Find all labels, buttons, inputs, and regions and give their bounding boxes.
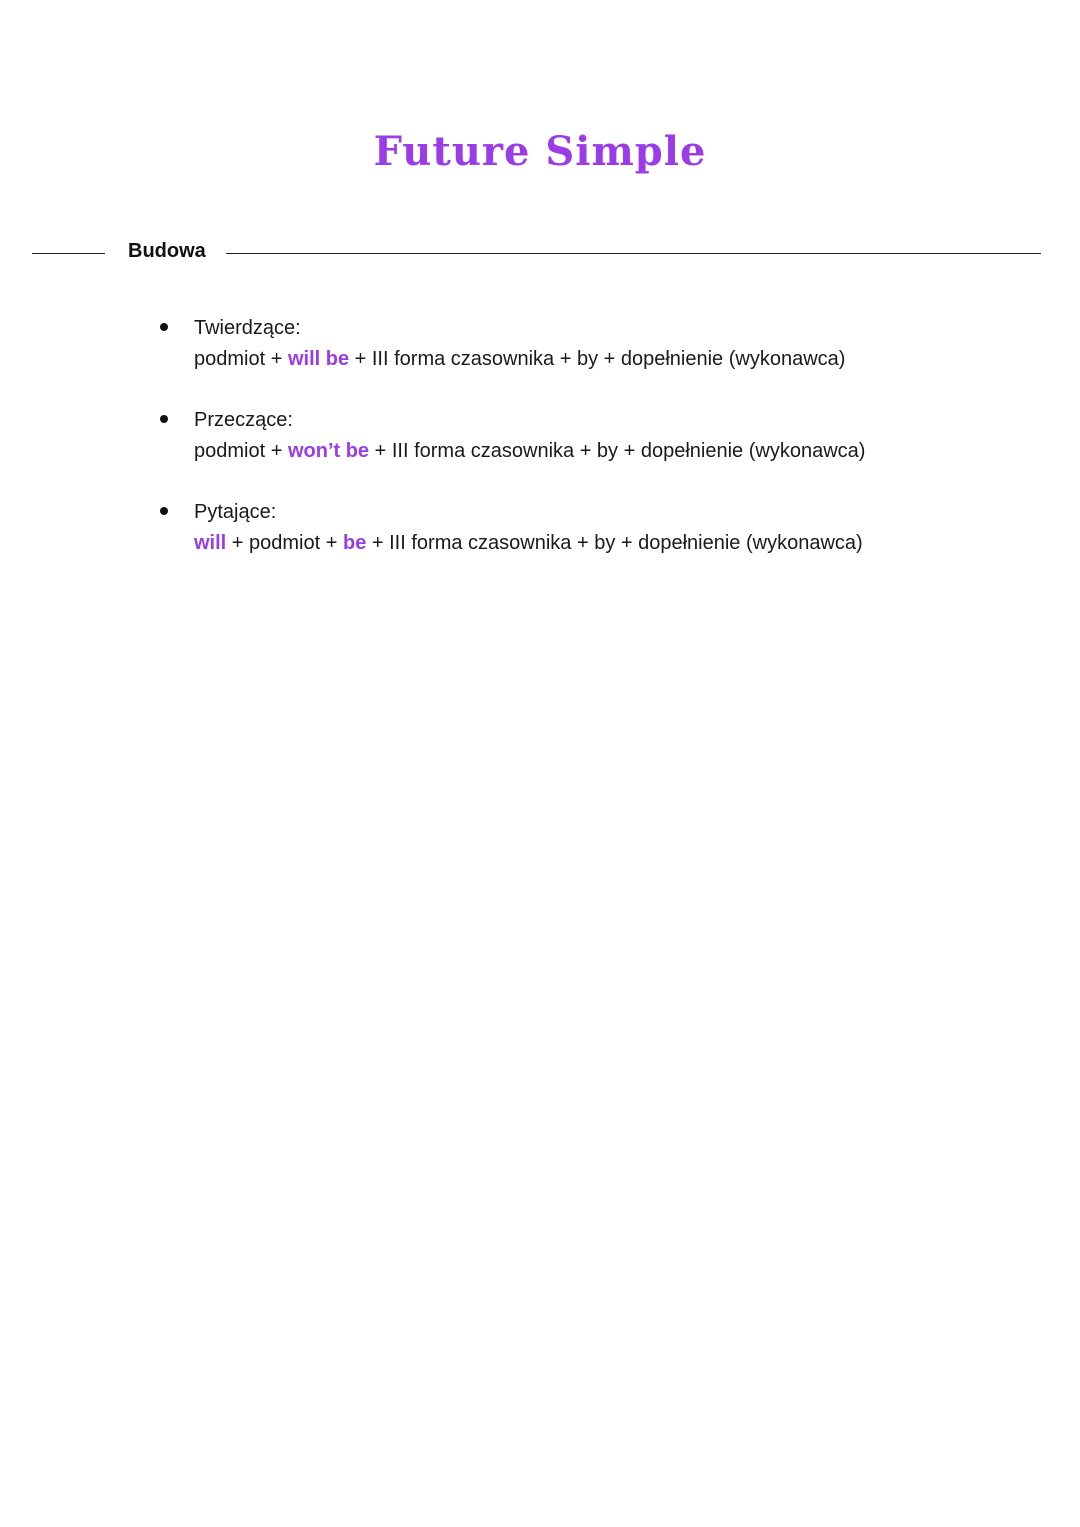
formula-text <box>194 529 863 557</box>
heading-rule-left <box>32 253 105 254</box>
section-heading-label: Budowa <box>128 240 206 262</box>
formula-part: + III forma czasownika + by + dopełnienie (wykonawca) <box>366 532 863 554</box>
list-item-label: Pytające: <box>194 501 277 523</box>
formula-keyword: will be <box>287 348 350 370</box>
bullet-icon <box>160 323 168 331</box>
formula-part: podmiot + <box>194 348 288 370</box>
bullet-icon <box>160 415 168 423</box>
formula-text <box>194 437 865 465</box>
list-item-label: Przeczące: <box>194 409 293 431</box>
formula-keyword: won’t be <box>287 440 370 462</box>
formula-part: + III forma czasownika + by + dopełnienie (wykonawca) <box>349 348 846 370</box>
structure-list <box>0 314 1080 590</box>
formula-part: podmiot + <box>194 440 288 462</box>
list-item-affirmative <box>0 314 1080 406</box>
section-heading <box>0 238 1080 268</box>
formula-text <box>194 345 845 373</box>
bullet-icon <box>160 507 168 515</box>
list-item-question <box>0 498 1080 590</box>
formula-part: + III forma czasownika + by + dopełnienie (wykonawca) <box>369 440 866 462</box>
formula-keyword: be <box>342 532 367 554</box>
heading-rule-right <box>226 253 1041 254</box>
list-item-negative <box>0 406 1080 498</box>
list-item-label: Twierdzące: <box>194 317 301 339</box>
page-title: Future Simple <box>373 128 707 175</box>
formula-keyword: will <box>194 532 227 554</box>
formula-part: + podmiot + <box>226 532 343 554</box>
